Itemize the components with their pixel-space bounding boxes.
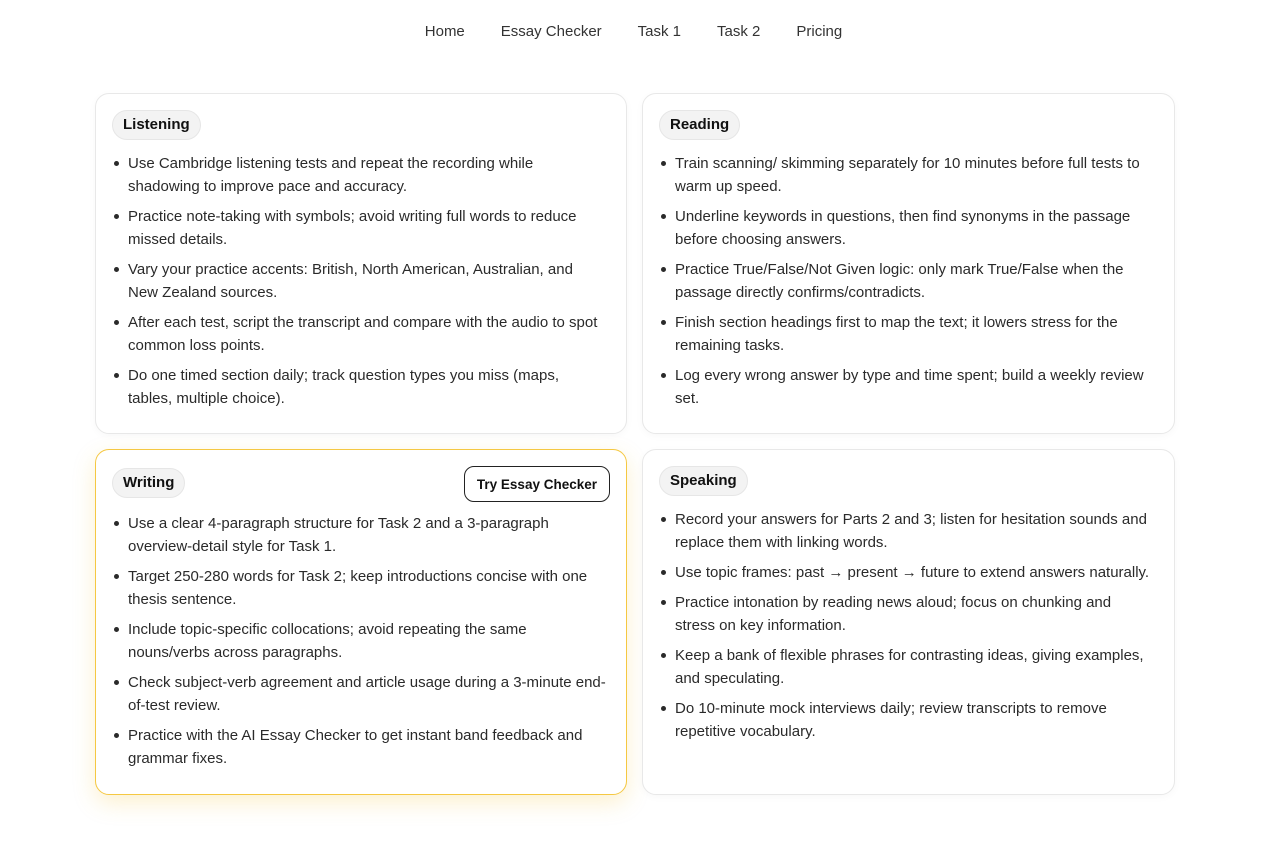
listening-tips-list (128, 152, 606, 417)
reading-card (642, 93, 1175, 434)
list-item: Practice with the AI Essay Checker to get instant band feedback and grammar fixes. (128, 724, 606, 770)
writing-card (95, 449, 627, 795)
list-item: Do 10-minute mock interviews daily; review transcripts to remove repetitive vocabulary. (675, 697, 1154, 743)
list-item: Record your answers for Parts 2 and 3; listen for hesitation sounds and replace them with linking words. (675, 508, 1154, 554)
reading-title: Reading (659, 110, 740, 140)
writing-title: Writing (112, 468, 185, 498)
speaking-title: Speaking (659, 466, 748, 496)
list-item: Check subject-verb agreement and article usage during a 3-minute end-of-test review. (128, 671, 606, 717)
list-item: Target 250-280 words for Task 2; keep introductions concise with one thesis sentence. (128, 565, 606, 611)
list-item: Include topic-specific collocations; avoid repeating the same nouns/verbs across paragraphs. (128, 618, 606, 664)
list-item: Keep a bank of flexible phrases for contrasting ideas, giving examples, and speculating. (675, 644, 1154, 690)
list-item: Finish section headings first to map the text; it lowers stress for the remaining tasks. (675, 311, 1154, 357)
list-item: Use a clear 4-paragraph structure for Task 2 and a 3-paragraph overview-detail style for Task 1. (128, 512, 606, 558)
nav-pricing[interactable]: Pricing (796, 22, 843, 40)
listening-card (95, 93, 627, 434)
list-item: Underline keywords in questions, then find synonyms in the passage before choosing answers. (675, 205, 1154, 251)
list-item: Do one timed section daily; track question types you miss (maps, tables, multiple choice). (128, 364, 606, 410)
listening-title: Listening (112, 110, 201, 140)
list-item: Practice True/False/Not Given logic: only mark True/False when the passage directly confirms/contradicts. (675, 258, 1154, 304)
list-item: Practice note-taking with symbols; avoid writing full words to reduce missed details. (128, 205, 606, 251)
try-essay-checker-button[interactable]: Try Essay Checker (464, 466, 610, 502)
speaking-card (642, 449, 1175, 795)
top-nav (0, 0, 1267, 62)
list-item: Log every wrong answer by type and time spent; build a weekly review set. (675, 364, 1154, 410)
speaking-tips-list (675, 508, 1154, 750)
nav-task-2[interactable]: Task 2 (717, 22, 761, 40)
nav-task-1[interactable]: Task 1 (637, 22, 682, 40)
list-item: Use topic frames: past → present → future to extend answers naturally. (675, 561, 1154, 584)
reading-tips-list (675, 152, 1154, 417)
list-item: Use Cambridge listening tests and repeat the recording while shadowing to improve pace and accuracy. (128, 152, 606, 198)
nav-home[interactable]: Home (424, 22, 465, 40)
nav-essay-checker[interactable]: Essay Checker (500, 22, 602, 40)
list-item: Train scanning/ skimming separately for 10 minutes before full tests to warm up speed. (675, 152, 1154, 198)
writing-tips-list (128, 512, 606, 777)
list-item: Practice intonation by reading news aloud; focus on chunking and stress on key information. (675, 591, 1154, 637)
list-item: After each test, script the transcript and compare with the audio to spot common loss points. (128, 311, 606, 357)
list-item: Vary your practice accents: British, North American, Australian, and New Zealand sources. (128, 258, 606, 304)
